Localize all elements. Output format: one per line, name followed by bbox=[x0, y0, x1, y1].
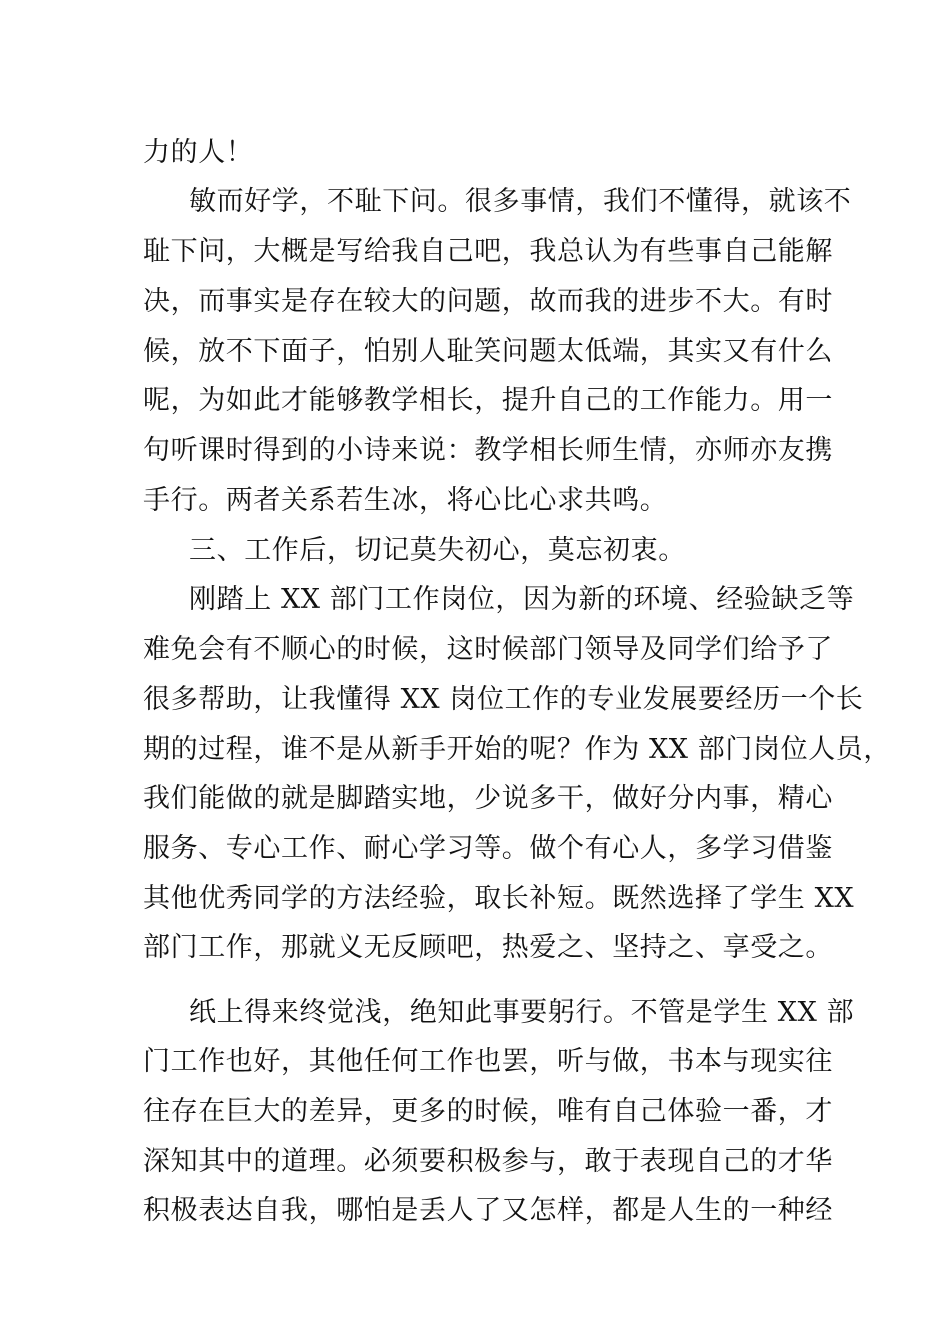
text-line-20: 往存在巨大的差异，更多的时候，唯有自己体验一番，才 bbox=[143, 1096, 833, 1127]
text-line-13: 期的过程，谁不是从新手开始的呢？作为 XX 部门岗位人员， bbox=[143, 734, 892, 765]
text-line-4: 决，而事实是存在较大的问题，故而我的进步不大。有时 bbox=[143, 286, 833, 317]
text-line-11: 难免会有不顺心的时候，这时候部门领导及同学们给予了 bbox=[143, 634, 833, 665]
text-line-22: 积极表达自我，哪怕是丢人了又怎样，都是人生的一种经 bbox=[143, 1195, 833, 1226]
text-line-2: 敏而好学，不耻下问。很多事情，我们不懂得，就该不 bbox=[189, 186, 852, 217]
text-line-1: 力的人！ bbox=[143, 137, 254, 168]
text-line-21: 深知其中的道理。必须要积极参与，敢于表现自己的才华 bbox=[143, 1146, 833, 1177]
text-line-12: 很多帮助，让我懂得 XX 岗位工作的专业发展要经历一个长 bbox=[143, 684, 864, 715]
text-line-18: 纸上得来终觉浅，绝知此事要躬行。不管是学生 XX 部 bbox=[189, 997, 855, 1028]
section-heading-3: 三、工作后，切记莫失初心，莫忘初衷。 bbox=[189, 535, 686, 566]
text-line-14: 我们能做的就是脚踏实地，少说多干，做好分内事，精心 bbox=[143, 783, 833, 814]
text-line-17: 部门工作，那就义无反顾吧，热爱之、坚持之、享受之。 bbox=[143, 932, 833, 963]
text-line-19: 门工作也好，其他任何工作也罢，听与做，书本与现实往 bbox=[143, 1046, 833, 1077]
text-line-16: 其他优秀同学的方法经验，取长补短。既然选择了学生 XX bbox=[143, 883, 855, 914]
text-line-6: 呢，为如此才能够教学相长，提升自己的工作能力。用一 bbox=[143, 385, 833, 416]
text-line-5: 候，放不下面子，怕别人耻笑问题太低端，其实又有什么 bbox=[143, 336, 833, 367]
text-line-15: 服务、专心工作、耐心学习等。做个有心人，多学习借鉴 bbox=[143, 833, 833, 864]
text-line-8: 手行。两者关系若生冰，将心比心求共鸣。 bbox=[143, 485, 668, 516]
text-line-3: 耻下问，大概是写给我自己吧，我总认为有些事自己能解 bbox=[143, 236, 833, 267]
text-line-10: 刚踏上 XX 部门工作岗位，因为新的环境、经验缺乏等 bbox=[189, 584, 855, 615]
text-line-7: 句听课时得到的小诗来说：教学相长师生情，亦师亦友携 bbox=[143, 435, 833, 466]
